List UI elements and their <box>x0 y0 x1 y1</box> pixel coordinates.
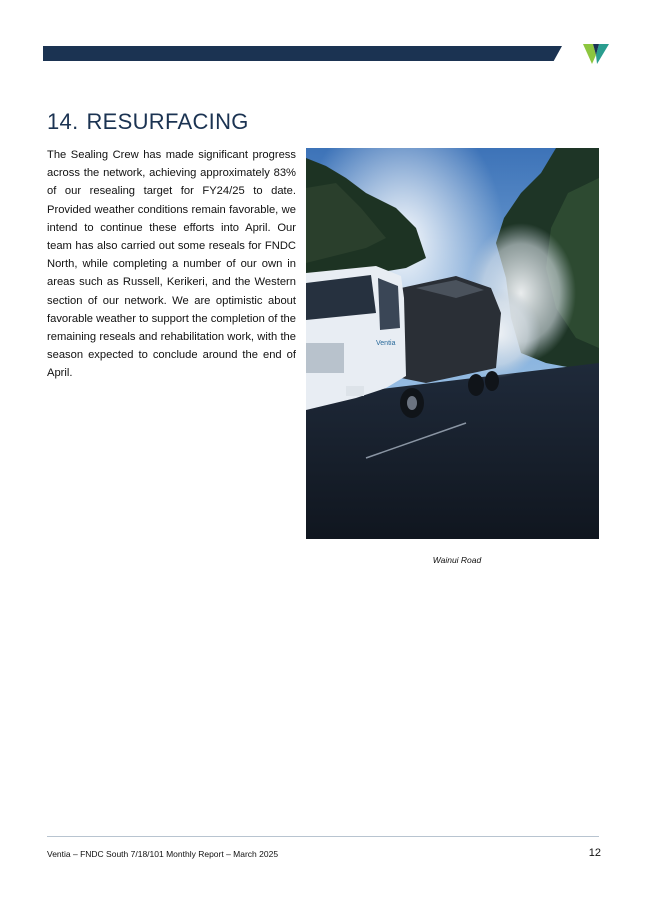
section-body: The Sealing Crew has made significant progress across the network, achieving approximately 83% of our resealing target for FY24/25 to date. Provided weather conditions remain favorable, we intend to continue these efforts into April. Our team has also carried out some reseals for FNDC North, while completing a number of our own in areas such as Russell, Kerikeri, and the Western section of our network. We are optimistic about favorable weather to support the completion of the remaining reseals and rehabilitation work, with the season expected to conclude around the end of April. <box>47 149 296 380</box>
section-heading <box>47 109 249 135</box>
footer-divider <box>47 836 599 837</box>
ventia-logo-icon <box>583 42 609 66</box>
page-number: 12 <box>588 847 601 859</box>
truck-brand-label: Ventia <box>376 340 396 347</box>
resurfacing-photo <box>306 148 599 539</box>
section-number: 14. <box>47 109 79 134</box>
header-bar <box>43 46 562 61</box>
section-title: RESURFACING <box>86 109 249 134</box>
footer-text: Ventia – FNDC South 7/18/101 Monthly Report – March 2025 <box>47 849 279 859</box>
photo-caption: Wainui Road <box>432 555 482 565</box>
